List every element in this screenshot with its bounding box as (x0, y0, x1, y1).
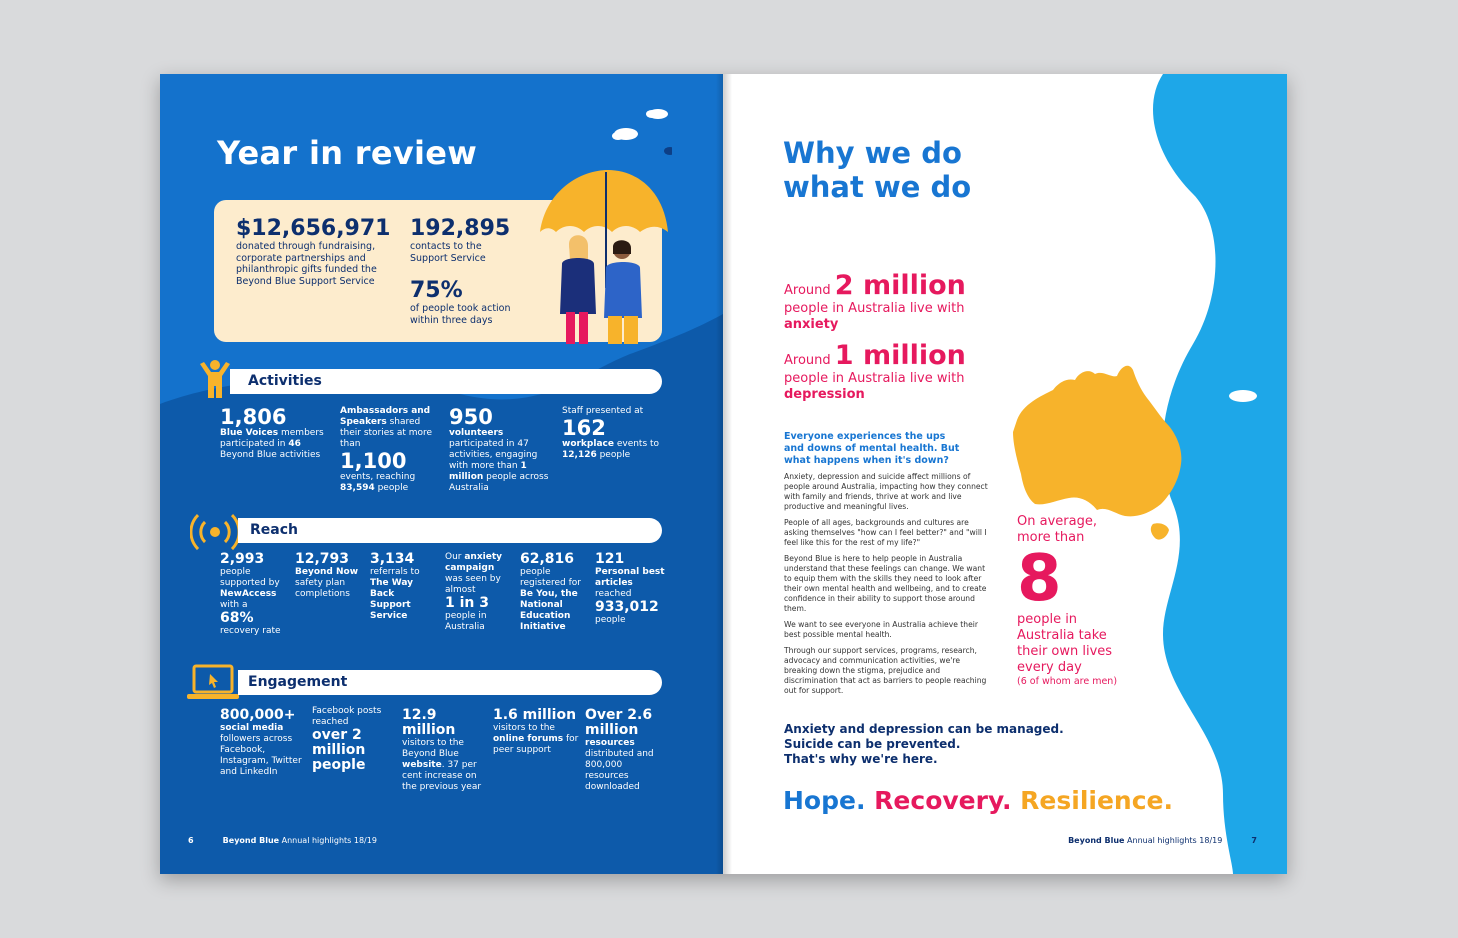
engagement-stat-2: Facebook posts reached over 2 million people (312, 706, 382, 773)
average-stat: On average, more than 8 people in Australia take their own lives every day (6 of whom are men) (1017, 514, 1118, 687)
engagement-stat-4: 1.6 million visitors to the online forums for peer support (493, 707, 579, 755)
anxiety-stat: Around 2 million people in Australia live with anxiety (784, 270, 966, 332)
reach-bar (238, 518, 662, 543)
contacts-value: 192,895 (410, 216, 511, 241)
body-text (784, 472, 988, 696)
contacts-text: contacts to the Support Service (410, 241, 486, 264)
body-paragraph: People of all ages, backgrounds and cultures are asking themselves "how can I feel better?" and "will I feel like this for the rest of my life?" (784, 518, 987, 547)
left-footer: 6 Beyond Blue Annual highlights 18/19 (188, 836, 377, 845)
donated-value: $12,656,971 (236, 216, 391, 241)
body-paragraph: Beyond Blue is here to help people in Australia understand that these feelings can change. We want to equip them with the skills they need to look after their own mental health and wellbeing, and to create confidence in their ability to support those around them. (784, 554, 987, 613)
broadcast-icon (190, 512, 240, 552)
donated-stat (236, 216, 391, 287)
closing-statement: Anxiety and depression can be managed. Suicide can be prevented. That's why we're here. (784, 722, 1064, 766)
activities-stat-1: 1,806 Blue Voices members participated in 46 Beyond Blue activities (220, 405, 324, 460)
laptop-icon (186, 664, 240, 702)
reach-stat-6: 121 Personal best articles reached 933,012 people (595, 551, 665, 625)
reach-stat-4: Our anxiety campaign was seen by almost 1 in 3 people in Australia (445, 552, 503, 632)
center-fold (716, 74, 732, 874)
action-value: 75% (410, 278, 463, 303)
body-heading: Everyone experiences the ups and downs of mental health. But what happens when it's down? (784, 431, 960, 466)
umbrella-illustration (536, 168, 671, 348)
depression-stat: Around 1 million people in Australia live with depression (784, 340, 966, 402)
action-text: of people took action within three days (410, 303, 511, 326)
activities-stat-4: Staff presented at 162 workplace events to 12,126 people (562, 406, 660, 460)
activities-heading: Activities (248, 373, 322, 389)
body-paragraph: Through our support services, programs, research, advocacy and communication activities, we're breaking down the stigma, prejudice and discrimination that act as barriers to people reaching out for support. (784, 646, 987, 695)
donated-text: donated through fundraising, corporate partnerships and philanthropic gifts funded the Beyond Blue Support Service (236, 241, 377, 287)
left-page (160, 74, 723, 874)
reach-stat-1: 2,993 people supported by NewAccess with a 68% recovery rate (220, 551, 281, 636)
engagement-stat-1: 800,000+ social media followers across Facebook, Instagram, Twitter and LinkedIn (220, 707, 302, 777)
body-paragraph: We want to see everyone in Australia achieve their best possible mental health. (784, 620, 979, 639)
person-arms-up-icon (198, 358, 232, 400)
activities-stat-3: 950 volunteers participated in 47 activities, engaging with more than 1 million people across Australia (449, 405, 549, 493)
engagement-stat-5: Over 2.6 million resources distributed and 800,000 resources downloaded (585, 707, 654, 792)
right-footer: Beyond Blue Annual highlights 18/19 7 (1068, 836, 1257, 845)
reach-stat-5: 62,816 people registered for Be You, the National Education Initiative (520, 551, 581, 632)
engagement-heading: Engagement (248, 674, 348, 690)
reach-stat-2: 12,793 Beyond Now safety plan completions (295, 551, 359, 599)
reach-stat-3: 3,134 referrals to The Way Back Support Service (370, 551, 420, 621)
page-title: Year in review (217, 134, 478, 172)
right-page (723, 74, 1287, 874)
cloud-icon (612, 106, 672, 161)
brochure-spread (160, 74, 1287, 874)
action-stat (410, 278, 530, 326)
engagement-stat-3: 12.9 million visitors to the Beyond Blue website. 37 per cent increase on the previous year (402, 707, 482, 792)
tagline: Hope. Recovery. Resilience. (783, 786, 1173, 815)
contacts-stat (410, 216, 520, 264)
reach-heading: Reach (250, 522, 298, 538)
right-page-title: Why we do what we do (783, 136, 972, 204)
body-paragraph: Anxiety, depression and suicide affect millions of people around Australia, impacting how they connect with family and friends, thrive at work and live productive and meaningful lives. (784, 472, 988, 511)
activities-stat-2: Ambassadors and Speakers shared their stories at more than 1,100 events, reaching 83,594 people (340, 406, 433, 493)
